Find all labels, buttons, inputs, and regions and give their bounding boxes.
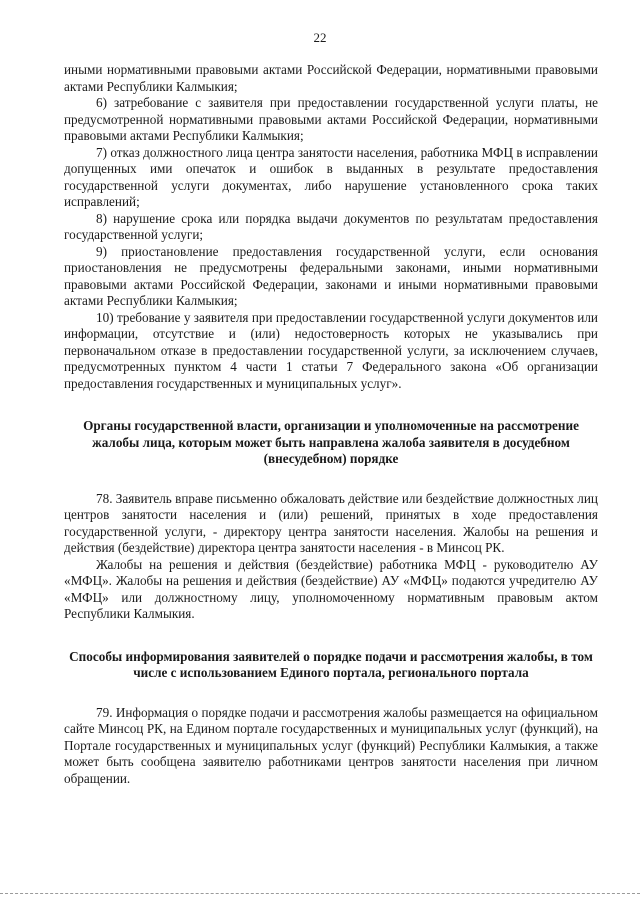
list-item-8: 8) нарушение срока или порядка выдачи документов по результатам предоставления государственной услуги; — [64, 210, 598, 242]
list-item-6: 6) затребование с заявителя при предоставлении государственной услуги платы, не предусмотренной нормативными правовыми актами Российской Федерации, нормативными правовыми актами Республики Калмыкия; — [64, 95, 598, 143]
list-item-7: 7) отказ должностного лица центра занятости населения, работника МФЦ в исправлении допущенных ими опечаток и ошибок в выданных в результате предоставления государственной услуги документах, либо нарушение установленного срока таких исправлений; — [64, 144, 598, 209]
page-number: 22 — [313, 30, 327, 45]
page-bottom-edge — [0, 893, 640, 894]
paragraph-79: 79. Информация о порядке подачи и рассмотрения жалобы размещается на официальном сайте Минсоц РК, на Едином портале государственных и муниципальных услуг (функций), на Портале государственных и муниципальных услуг (функций) Республики Калмыкия, а также может быть сообщена заявителю работниками центров занятости населения при личном обращении. — [64, 704, 598, 786]
list-item-10: 10) требование у заявителя при предоставлении государственной услуги документов или информации, отсутствие и (или) недостоверность которых не указывались при первоначальном отказе в предоставлении государственной услуги, за исключением случаев, предусмотренных пунктом 4 части 1 статьи 7 Федерального закона «Об организации предоставления государственных и муниципальных услуг». — [64, 309, 598, 391]
section-heading-informing-methods: Способы информирования заявителей о порядке подачи и рассмотрения жалобы, в том числе с использованием Единого портала, регионального портала — [69, 648, 593, 680]
document-body — [64, 62, 598, 787]
paragraph-continuation: иными нормативными правовыми актами Российской Федерации, нормативными правовыми актами Республики Калмыкия; — [64, 62, 598, 94]
paragraph-78: 78. Заявитель вправе письменно обжаловать действие или бездействие должностных лиц центров занятости населения и (или) решений, принятых в ходе предоставления государственной услуги, - директору центра занятости населения. Жалобы на решения и действия (бездействие) директора центра занятости населения - в Минсоц РК. — [64, 490, 598, 555]
section-heading-complaint-bodies: Органы государственной власти, организации и уполномоченные на рассмотрение жалобы лица, которым может быть направлена жалоба заявителя в досудебном (внесудебном) порядке — [83, 418, 579, 466]
paragraph-78-continued: Жалобы на решения и действия (бездействие) работника МФЦ - руководителю АУ «МФЦ». Жалобы на решения и действия (бездействие) АУ «МФЦ» подаются учредителю АУ «МФЦ» или должностному лицу, уполномоченному нормативным правовым актом Республики Калмыкия. — [64, 556, 598, 621]
list-item-9: 9) приостановление предоставления государственной услуги, если основания приостановления не предусмотрены федеральными законами, иными нормативными правовыми актами Российской Федерации, законами и иными нормативными правовыми актами Республики Калмыкия; — [64, 243, 598, 308]
